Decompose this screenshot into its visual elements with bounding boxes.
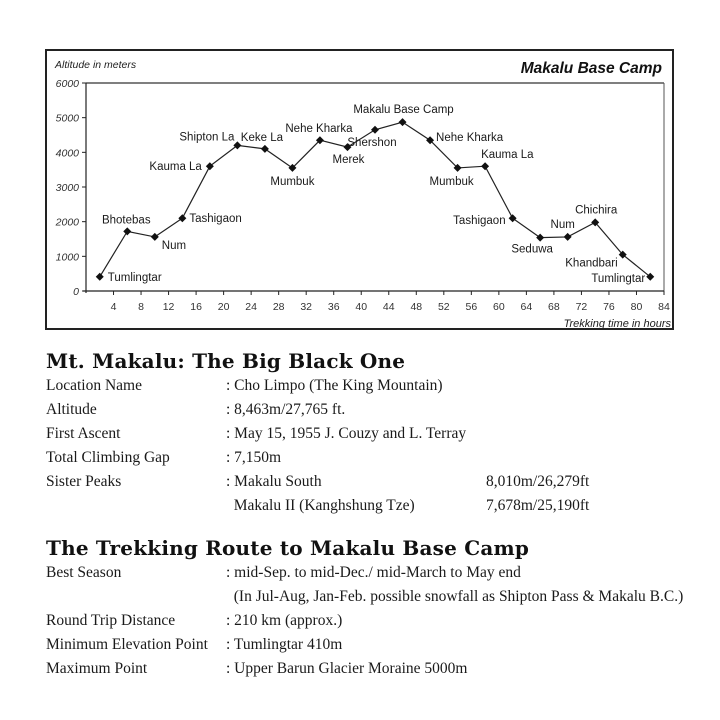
fact-label: Altitude xyxy=(46,401,97,418)
x-tick-label: 76 xyxy=(603,301,615,313)
y-axis-title: Altitude in meters xyxy=(55,59,137,71)
x-tick-label: 44 xyxy=(382,301,395,313)
x-tick-label: 8 xyxy=(138,301,144,313)
point-label: Bhotebas xyxy=(101,214,151,227)
x-tick-label: 60 xyxy=(493,301,505,313)
trek-label: Best Season xyxy=(46,564,122,581)
point-label: Keke La xyxy=(240,131,284,144)
diamond-marker-icon xyxy=(481,162,489,170)
point-label: Khandbari xyxy=(565,257,618,270)
x-tick-label: 20 xyxy=(217,301,230,313)
x-tick-label: 64 xyxy=(520,301,533,313)
fact-label: First Ascent xyxy=(46,425,121,442)
fact-extra: 8,010m/26,279ft xyxy=(486,473,590,490)
point-label: Tumlingtar xyxy=(107,271,162,284)
y-tick-label: 3000 xyxy=(55,182,79,194)
point-label: Mumbuk xyxy=(270,175,315,188)
x-tick-label: 48 xyxy=(410,301,423,313)
section-title-trekking-route: The Trekking Route to Makalu Base Camp xyxy=(46,536,530,560)
point-label: Nehe Kharka xyxy=(285,123,353,136)
fact-label: Location Name xyxy=(46,377,142,394)
x-tick-label: 84 xyxy=(658,301,670,313)
fact-value: Makalu II (Kanghshung Tze) xyxy=(226,497,415,514)
point-label: Mumbuk xyxy=(429,175,474,188)
diamond-marker-icon xyxy=(371,126,379,134)
diamond-marker-icon xyxy=(178,214,186,222)
trek-value: : mid-Sep. to mid-Dec./ mid-March to May end xyxy=(226,564,521,581)
section-title-makalu: Mt. Makalu: The Big Black One xyxy=(46,349,406,373)
y-tick-label: 4000 xyxy=(55,147,79,160)
y-tick-label: 0 xyxy=(73,286,79,298)
x-tick-label: 52 xyxy=(437,301,450,313)
diamond-marker-icon xyxy=(564,233,572,241)
x-tick-label: 12 xyxy=(162,301,175,313)
fact-value: : Makalu South xyxy=(226,473,322,490)
diamond-marker-icon xyxy=(509,214,517,222)
point-label: Merek xyxy=(332,154,365,167)
point-label: Num xyxy=(550,218,575,231)
diamond-marker-icon xyxy=(123,227,131,235)
x-tick-label: 36 xyxy=(327,301,340,313)
y-tick-label: 2000 xyxy=(55,216,79,229)
point-label: Seduwa xyxy=(511,243,553,256)
point-label: Tashigaon xyxy=(189,213,242,226)
x-tick-label: 40 xyxy=(355,301,368,313)
x-tick-label: 68 xyxy=(548,301,560,313)
fact-value: : 7,150m xyxy=(226,449,282,466)
fact-value: : Cho Limpo (The King Mountain) xyxy=(226,377,443,394)
x-tick-label: 32 xyxy=(300,301,313,313)
diamond-marker-icon xyxy=(261,145,269,153)
x-tick-label: 28 xyxy=(272,301,285,313)
diamond-marker-icon xyxy=(536,234,544,242)
point-label: Nehe Kharka xyxy=(436,132,504,145)
fact-value: : 8,463m/27,765 ft. xyxy=(226,401,346,418)
point-label: Num xyxy=(161,239,187,252)
diamond-marker-icon xyxy=(399,118,407,126)
point-label: Tashigaon xyxy=(453,215,506,228)
y-tick-label: 1000 xyxy=(55,251,79,264)
point-label: Makalu Base Camp xyxy=(353,104,454,117)
fact-label: Sister Peaks xyxy=(46,473,122,490)
x-tick-label: 24 xyxy=(245,301,257,313)
diamond-marker-icon xyxy=(96,273,104,281)
x-tick-label: 56 xyxy=(465,301,478,313)
fact-extra: 7,678m/25,190ft xyxy=(486,497,590,514)
trek-value: (In Jul-Aug, Jan-Feb. possible snowfall as Shipton Pass & Makalu B.C.) xyxy=(226,588,684,605)
point-label: Shipton La xyxy=(179,131,235,144)
x-axis-title: Trekking time in hours xyxy=(563,318,671,330)
point-label: Kauma La xyxy=(481,149,534,162)
diamond-marker-icon xyxy=(151,233,159,241)
point-label: Tumlingtar xyxy=(591,272,646,285)
trek-label: Maximum Point xyxy=(46,660,148,677)
point-label: Kauma La xyxy=(149,161,202,174)
trek-label: Round Trip Distance xyxy=(46,612,176,629)
fact-label: Total Climbing Gap xyxy=(46,449,170,466)
trek-label: Minimum Elevation Point xyxy=(46,636,208,653)
chart-title: Makalu Base Camp xyxy=(520,60,662,77)
altitude-profile-plot xyxy=(47,51,676,332)
x-tick-label: 72 xyxy=(575,301,588,313)
x-tick-label: 4 xyxy=(110,301,117,313)
trek-value: : Upper Barun Glacier Moraine 5000m xyxy=(226,660,468,677)
fact-value: : May 15, 1955 J. Couzy and L. Terray xyxy=(226,425,467,442)
y-tick-label: 5000 xyxy=(55,112,79,125)
x-tick-label: 16 xyxy=(190,301,202,313)
point-label: Shershon xyxy=(347,136,397,149)
trek-value: : Tumlingtar 410m xyxy=(226,636,343,653)
x-tick-label: 80 xyxy=(630,301,643,313)
point-label: Chichira xyxy=(575,204,618,217)
altitude-chart xyxy=(45,49,674,330)
trek-value: : 210 km (approx.) xyxy=(226,612,343,629)
y-tick-label: 6000 xyxy=(55,78,79,90)
